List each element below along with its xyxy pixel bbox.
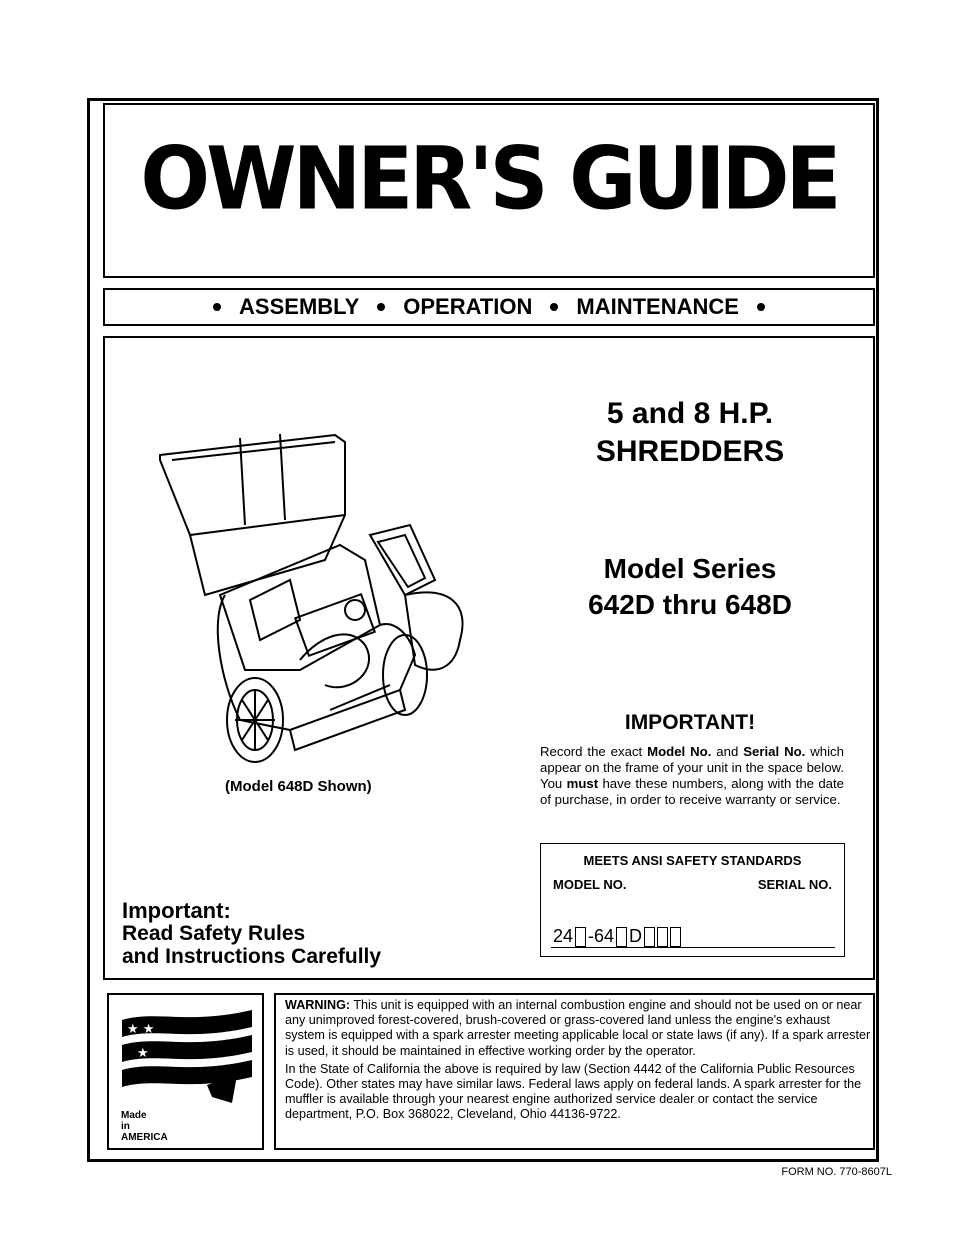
digit-box <box>616 927 627 947</box>
title-box <box>103 103 875 278</box>
important-heading: IMPORTANT! <box>624 711 756 734</box>
flag-icon <box>117 1005 255 1105</box>
serial-underline <box>551 947 835 948</box>
digit-box <box>644 927 655 947</box>
bullet-icon <box>213 303 221 311</box>
digit-box <box>657 927 668 947</box>
shredder-illustration <box>150 420 470 770</box>
model-no-label: MODEL NO. <box>553 877 627 892</box>
sections-bar <box>103 288 875 326</box>
warning-text: WARNING: This unit is equipped with an internal combustion engine and should not be used on or near any unimproved forest-covered, brush-covered or grass-covered land unless the engine's exhaust system is equipped with a spark arrester meeting applicable local or state laws (if any). If a spark arrester is used, it should be maintained in effective working order by the operator. In the State of California the above is required by law (Section 4442 of the California Public Resources Code). Other states may have similar laws. Federal laws apply on federal lands. A spark arrester for the muffler is available through your nearest engine authorized service dealer or contact the service department, P.O. Box 368022, Cleveland, Ohio 44136-9722. <box>285 998 871 1122</box>
ansi-standard: MEETS ANSI SAFETY STANDARDS <box>583 853 802 868</box>
bullet-icon <box>550 303 558 311</box>
model-series-range: 642D thru 648D <box>588 589 792 620</box>
illustration-caption: (Model 648D Shown) <box>225 778 372 795</box>
made-in-america-badge <box>107 993 264 1150</box>
section-maintenance: MAINTENANCE <box>576 294 739 319</box>
digit-box <box>575 927 586 947</box>
page-title: OWNER'S GUIDE <box>140 129 838 230</box>
section-assembly: ASSEMBLY <box>239 294 360 319</box>
form-number: FORM NO. 770-8607L <box>781 1166 892 1178</box>
svg-text:★: ★ <box>137 1046 149 1061</box>
model-code: 24 -64 D <box>553 926 683 947</box>
product-power: 5 and 8 H.P. <box>606 397 774 430</box>
product-type: SHREDDERS <box>595 435 785 468</box>
bullet-icon <box>757 303 765 311</box>
safety-notice: Important: Read Safety Rules and Instructions Carefully <box>122 898 382 968</box>
digit-box <box>670 927 681 947</box>
bullet-icon <box>377 303 385 311</box>
model-number-box <box>540 843 845 957</box>
svg-text:★ ★: ★ ★ <box>127 1022 155 1037</box>
model-series-label: Model Series <box>603 553 777 584</box>
serial-no-label: SERIAL NO. <box>757 877 832 892</box>
section-operation: OPERATION <box>403 294 533 319</box>
made-in-america-text: Made in AMERICA <box>121 1110 168 1143</box>
warning-box <box>274 993 875 1150</box>
important-instructions: Record the exact Model No. and Serial No. which appear on the frame of your unit in the space below. You must have these numbers, along with the date of purchase, in order to receive warranty or service. <box>540 744 844 807</box>
